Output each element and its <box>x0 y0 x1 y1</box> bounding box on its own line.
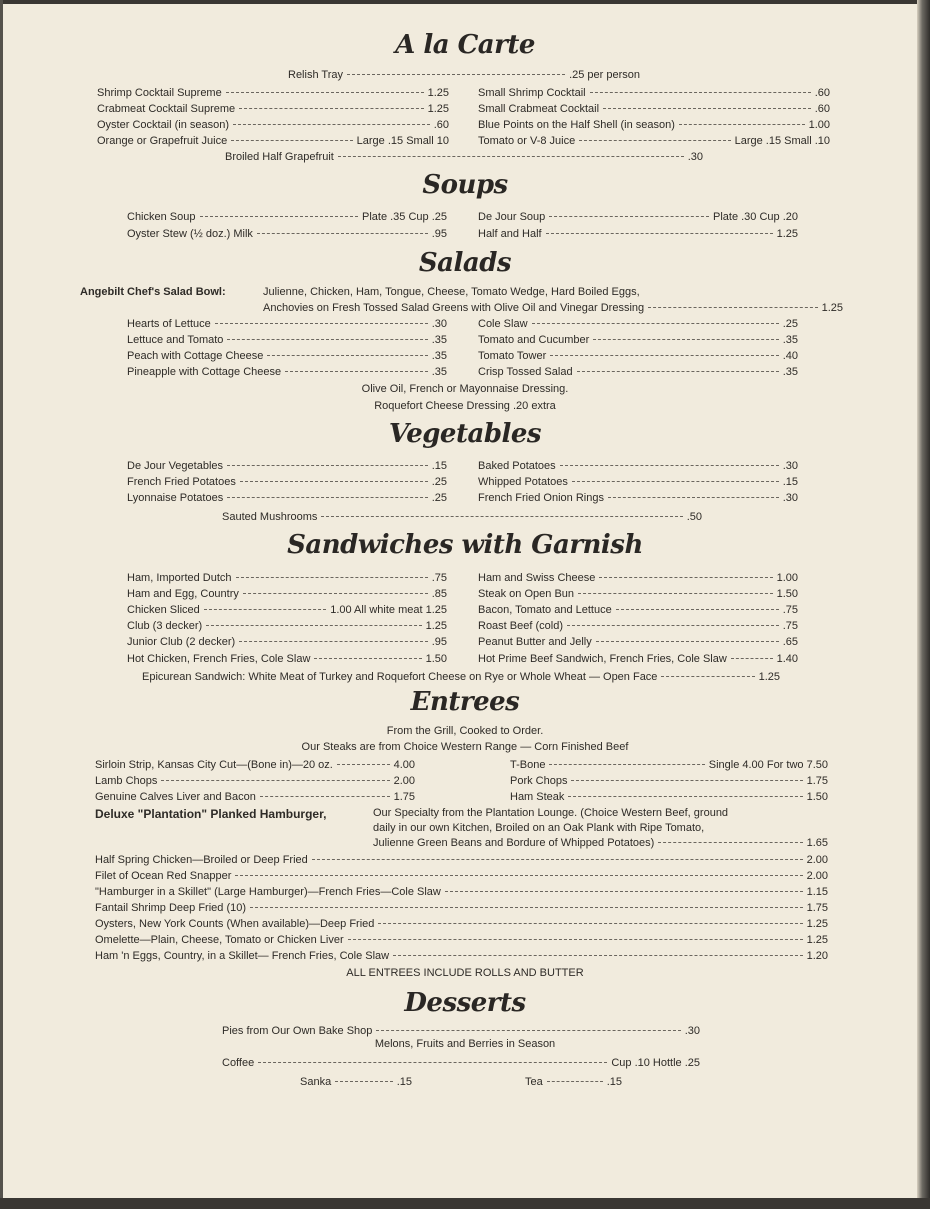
dot-leader <box>549 764 704 765</box>
item-name: Steak on Open Bun <box>478 588 575 600</box>
menu-item <box>478 636 798 650</box>
item-price: 1.75 <box>393 791 415 803</box>
dot-leader <box>658 842 802 843</box>
item-price: 1.75 <box>806 902 828 914</box>
item-price: Large .15 Small 10 <box>356 135 449 147</box>
menu-item <box>478 318 798 332</box>
item-price: .35 <box>431 366 447 378</box>
dot-leader <box>338 156 684 157</box>
item-name: Tomato and Cucumber <box>478 334 590 346</box>
item-price: .15 <box>396 1076 412 1088</box>
menu-item <box>510 791 828 805</box>
menu-item <box>478 588 798 602</box>
item-name: Pork Chops <box>510 775 568 787</box>
item-price: 1.00 All white meat 1.25 <box>330 604 447 616</box>
item-price: 1.50 <box>806 791 828 803</box>
item-name: Relish Tray <box>288 69 344 81</box>
menu-item <box>478 476 798 490</box>
entrees-note: ALL ENTREES INCLUDE ROLLS AND BUTTER <box>346 967 584 979</box>
dot-leader <box>648 307 817 308</box>
item-name: "Hamburger in a Skillet" (Large Hamburger)—French Fries—Cole Slaw <box>95 886 441 898</box>
dot-leader <box>161 780 389 781</box>
item-price: .85 <box>431 588 447 600</box>
dressing-note: Roquefort Cheese Dressing .20 extra <box>374 400 556 412</box>
menu-item <box>95 759 415 773</box>
item-name: Filet of Ocean Red Snapper <box>95 870 232 882</box>
dot-leader <box>337 764 390 765</box>
item-name: Hot Chicken, French Fries, Cole Slaw <box>127 653 311 665</box>
item-price: .65 <box>782 636 798 648</box>
menu-item <box>95 950 828 964</box>
item-price: .75 <box>431 572 447 584</box>
dot-leader <box>236 577 428 578</box>
menu-item <box>478 572 798 586</box>
item-price: Single 4.00 For two 7.50 <box>708 759 828 771</box>
menu-item <box>478 492 798 506</box>
section-title-sandwiches: Sandwiches with Garnish <box>287 530 643 560</box>
item-price: 1.25 <box>427 87 449 99</box>
item-price: .30 <box>687 151 703 163</box>
item-name: Sauted Mushrooms <box>222 511 318 523</box>
dot-leader <box>560 465 779 466</box>
dot-leader <box>215 323 428 324</box>
item-name: Chicken Soup <box>127 211 196 223</box>
menu-item <box>127 334 447 348</box>
menu-item <box>222 1057 700 1071</box>
item-name: Tomato Tower <box>478 350 547 362</box>
menu-item <box>478 135 830 149</box>
item-name: Oysters, New York Counts (When available)—Deep Fried <box>95 918 375 930</box>
item-name: Coffee <box>222 1057 255 1069</box>
item-name: Genuine Calves Liver and Bacon <box>95 791 256 803</box>
dot-leader <box>258 1062 607 1063</box>
item-price: .30 <box>684 1025 700 1037</box>
scan-border <box>0 0 930 4</box>
item-price: .60 <box>433 119 449 131</box>
menu-item <box>478 87 830 101</box>
menu-item <box>127 588 447 602</box>
menu-item <box>478 228 798 242</box>
item-price: 1.25 <box>776 228 798 240</box>
item-name: Anchovies on Fresh Tossed Salad Greens with Olive Oil and Vinegar Dressing <box>263 302 645 314</box>
menu-item <box>127 350 447 364</box>
item-price: 1.00 <box>808 119 830 131</box>
item-name: Ham 'n Eggs, Country, in a Skillet— French Fries, Cole Slaw <box>95 950 390 962</box>
dot-leader <box>239 108 423 109</box>
item-name: Chicken Sliced <box>127 604 200 616</box>
menu-item <box>97 135 449 149</box>
menu-item <box>222 511 702 525</box>
menu-item <box>478 620 798 634</box>
section-title-entrees: Entrees <box>410 687 520 717</box>
item-price: .25 per person <box>569 69 640 81</box>
item-price: 1.40 <box>776 653 798 665</box>
item-price: .50 <box>686 511 702 523</box>
dot-leader <box>567 625 779 626</box>
dot-leader <box>445 891 803 892</box>
menu-item <box>478 460 798 474</box>
item-name: Junior Club (2 decker) <box>127 636 236 648</box>
item-name: Ham, Imported Dutch <box>127 572 232 584</box>
item-price: Plate .30 Cup .20 <box>712 211 798 223</box>
dot-leader <box>376 1030 680 1031</box>
item-price: Cup .10 Hottle .25 <box>611 1057 700 1069</box>
item-price: 1.00 <box>776 572 798 584</box>
dot-leader <box>250 907 803 908</box>
menu-item <box>127 653 447 667</box>
item-name: Blue Points on the Half Shell (in season) <box>478 119 675 131</box>
item-name: Hearts of Lettuce <box>127 318 211 330</box>
menu-item <box>127 366 447 380</box>
menu-item <box>127 476 447 490</box>
menu-item <box>525 1076 622 1090</box>
dot-leader <box>596 641 779 642</box>
menu-item <box>97 103 449 117</box>
dot-leader <box>260 796 390 797</box>
deluxe-hamburger-name: Deluxe "Plantation" Planked Hamburger, <box>95 807 327 821</box>
dot-leader <box>226 92 424 93</box>
menu-item <box>478 211 798 225</box>
item-price: 4.00 <box>393 759 415 771</box>
dot-leader <box>240 481 428 482</box>
dot-leader <box>335 1081 393 1082</box>
item-name: De Jour Soup <box>478 211 546 223</box>
item-price: 1.25 <box>427 103 449 115</box>
menu-item <box>478 604 798 618</box>
dot-leader <box>571 780 802 781</box>
item-price: Large .15 Small .10 <box>734 135 830 147</box>
menu-item <box>95 902 828 916</box>
menu-item <box>95 854 828 868</box>
item-price: 1.20 <box>806 950 828 962</box>
dot-leader <box>206 625 421 626</box>
desserts-note: Melons, Fruits and Berries in Season <box>374 1038 556 1050</box>
item-name: Lamb Chops <box>95 775 158 787</box>
menu-item <box>263 302 843 316</box>
item-name: Baked Potatoes <box>478 460 556 472</box>
dot-leader <box>239 641 427 642</box>
item-name: French Fried Potatoes <box>127 476 236 488</box>
dot-leader <box>393 955 802 956</box>
menu-item <box>127 228 447 242</box>
item-price: 2.00 <box>393 775 415 787</box>
item-name: Crisp Tossed Salad <box>478 366 573 378</box>
dot-leader <box>593 339 778 340</box>
item-price: .15 <box>782 476 798 488</box>
menu-item <box>95 870 828 884</box>
item-price: 2.00 <box>806 870 828 882</box>
section-title-desserts: Desserts <box>404 988 526 1018</box>
item-price: .40 <box>782 350 798 362</box>
scan-border <box>0 1198 930 1209</box>
menu-item <box>97 87 449 101</box>
dot-leader <box>233 124 430 125</box>
item-price: 1.50 <box>776 588 798 600</box>
dot-leader <box>577 371 779 372</box>
dot-leader <box>348 939 803 940</box>
dot-leader <box>578 593 773 594</box>
item-name: Bacon, Tomato and Lettuce <box>478 604 612 616</box>
dot-leader <box>549 216 709 217</box>
item-name: Shrimp Cocktail Supreme <box>97 87 222 99</box>
menu-item <box>225 151 703 165</box>
menu-item <box>478 350 798 364</box>
item-name: Omelette—Plain, Cheese, Tomato or Chicken Liver <box>95 934 344 946</box>
item-name: Oyster Cocktail (in season) <box>97 119 230 131</box>
dot-leader <box>608 497 779 498</box>
item-price: 1.25 <box>806 918 828 930</box>
item-name: Epicurean Sandwich: White Meat of Turkey and Roquefort Cheese on Rye or Whole Wheat — Open Face <box>142 671 658 683</box>
dot-leader <box>321 516 682 517</box>
dot-leader <box>227 339 427 340</box>
item-price: 1.25 <box>758 671 780 683</box>
dot-leader <box>347 74 565 75</box>
menu-item <box>127 636 447 650</box>
dot-leader <box>204 609 326 610</box>
dot-leader <box>603 108 811 109</box>
item-name: Crabmeat Cocktail Supreme <box>97 103 236 115</box>
menu-item <box>142 671 780 685</box>
dot-leader <box>378 923 802 924</box>
item-price: .30 <box>782 460 798 472</box>
dot-leader <box>550 355 778 356</box>
item-name: Ham Steak <box>510 791 565 803</box>
item-price: .95 <box>431 636 447 648</box>
item-price: .15 <box>431 460 447 472</box>
menu-item <box>127 572 447 586</box>
dot-leader <box>285 371 428 372</box>
item-price: .30 <box>782 492 798 504</box>
menu-item <box>95 934 828 948</box>
menu-item <box>97 119 449 133</box>
dot-leader <box>547 1081 603 1082</box>
dot-leader <box>572 481 779 482</box>
menu-item <box>510 775 828 789</box>
item-name: Fantail Shrimp Deep Fried (10) <box>95 902 247 914</box>
item-name: Whipped Potatoes <box>478 476 568 488</box>
item-name: Orange or Grapefruit Juice <box>97 135 228 147</box>
item-price: 1.65 <box>806 837 828 849</box>
item-price: .60 <box>814 87 830 99</box>
item-name: Oyster Stew (½ doz.) Milk <box>127 228 253 240</box>
menu-item <box>127 460 447 474</box>
menu-item <box>127 318 447 332</box>
dot-leader <box>227 497 427 498</box>
section-title-soups: Soups <box>422 170 508 200</box>
entrees-subtitle: From the Grill, Cooked to Order. <box>386 725 544 737</box>
menu-item <box>127 620 447 634</box>
item-price: .35 <box>431 334 447 346</box>
deluxe-hamburger-description: Our Specialty from the Plantation Lounge. (Choice Western Beef, ground <box>373 807 729 819</box>
section-title-a-la-carte: A la Carte <box>395 30 535 60</box>
item-price: .75 <box>782 604 798 616</box>
item-price: 1.75 <box>806 775 828 787</box>
menu-item <box>127 604 447 618</box>
dot-leader <box>231 140 352 141</box>
menu-item <box>510 759 828 773</box>
item-name: Pineapple with Cottage Cheese <box>127 366 282 378</box>
dressing-note: Olive Oil, French or Mayonnaise Dressing. <box>361 383 569 395</box>
dot-leader <box>200 216 358 217</box>
dot-leader <box>661 676 754 677</box>
item-name: Club (3 decker) <box>127 620 203 632</box>
dot-leader <box>579 140 730 141</box>
menu-item <box>373 837 828 851</box>
dot-leader <box>235 875 802 876</box>
menu-item <box>478 334 798 348</box>
menu-item <box>95 886 828 900</box>
item-name: Lyonnaise Potatoes <box>127 492 224 504</box>
section-title-salads: Salads <box>418 248 512 278</box>
dot-leader <box>568 796 802 797</box>
item-price: Plate .35 Cup .25 <box>361 211 447 223</box>
entrees-subtitle: Our Steaks are from Choice Western Range — Corn Finished Beef <box>301 741 629 753</box>
menu-item <box>300 1076 412 1090</box>
item-price: 1.25 <box>821 302 843 314</box>
dot-leader <box>312 859 803 860</box>
item-price: .15 <box>606 1076 622 1088</box>
item-name: Small Crabmeat Cocktail <box>478 103 600 115</box>
chef-salad-name: Angebilt Chef's Salad Bowl: <box>80 286 226 298</box>
menu-item <box>478 103 830 117</box>
dot-leader <box>243 593 428 594</box>
item-name: Broiled Half Grapefruit <box>225 151 334 163</box>
item-name: Ham and Swiss Cheese <box>478 572 596 584</box>
item-name: Cole Slaw <box>478 318 528 330</box>
item-name: Pies from Our Own Bake Shop <box>222 1025 373 1037</box>
item-name: Tomato or V-8 Juice <box>478 135 576 147</box>
menu-item <box>478 653 798 667</box>
menu-item <box>95 775 415 789</box>
dot-leader <box>257 233 428 234</box>
item-name: Half Spring Chicken—Broiled or Deep Fried <box>95 854 308 866</box>
item-name: Tea <box>525 1076 543 1088</box>
item-price: .75 <box>782 620 798 632</box>
dot-leader <box>731 658 773 659</box>
menu-item <box>478 119 830 133</box>
item-price: .25 <box>431 476 447 488</box>
item-name: French Fried Onion Rings <box>478 492 604 504</box>
menu-item <box>95 791 415 805</box>
section-title-vegetables: Vegetables <box>388 419 542 449</box>
item-name: Lettuce and Tomato <box>127 334 224 346</box>
item-name: Sanka <box>300 1076 332 1088</box>
menu-item <box>288 69 640 83</box>
item-name: De Jour Vegetables <box>127 460 224 472</box>
item-name: Half and Half <box>478 228 542 240</box>
dot-leader <box>590 92 811 93</box>
chef-salad-description: Julienne, Chicken, Ham, Tongue, Cheese, Tomato Wedge, Hard Boiled Eggs, <box>263 286 640 298</box>
item-price: 1.15 <box>806 886 828 898</box>
deluxe-hamburger-description: daily in our own Kitchen, Broiled on an Oak Plank with Ripe Tomato, <box>373 822 705 834</box>
item-price: 1.25 <box>425 620 447 632</box>
dot-leader <box>314 658 421 659</box>
item-price: 2.00 <box>806 854 828 866</box>
menu-item <box>478 366 798 380</box>
item-name: T-Bone <box>510 759 546 771</box>
item-price: 1.25 <box>806 934 828 946</box>
item-price: .30 <box>431 318 447 330</box>
menu-item <box>127 211 447 225</box>
item-name: Roast Beef (cold) <box>478 620 563 632</box>
item-name: Peanut Butter and Jelly <box>478 636 592 648</box>
item-price: .35 <box>782 334 798 346</box>
menu-item <box>127 492 447 506</box>
menu-item <box>95 918 828 932</box>
menu-item <box>222 1025 700 1039</box>
dot-leader <box>267 355 427 356</box>
item-price: .60 <box>814 103 830 115</box>
dot-leader <box>599 577 772 578</box>
item-price: .35 <box>782 366 798 378</box>
dot-leader <box>546 233 773 234</box>
dot-leader <box>227 465 428 466</box>
dot-leader <box>679 124 805 125</box>
item-name: Ham and Egg, Country <box>127 588 239 600</box>
item-name: Julienne Green Beans and Bordure of Whipped Potatoes) <box>373 837 655 849</box>
item-name: Peach with Cottage Cheese <box>127 350 264 362</box>
dot-leader <box>532 323 779 324</box>
item-price: .25 <box>431 492 447 504</box>
dot-leader <box>616 609 779 610</box>
item-price: .25 <box>782 318 798 330</box>
item-name: Small Shrimp Cocktail <box>478 87 586 99</box>
item-name: Hot Prime Beef Sandwich, French Fries, Cole Slaw <box>478 653 727 665</box>
item-price: .35 <box>431 350 447 362</box>
item-name: Sirloin Strip, Kansas City Cut—(Bone in)—20 oz. <box>95 759 333 771</box>
item-price: 1.50 <box>425 653 447 665</box>
item-price: .95 <box>431 228 447 240</box>
